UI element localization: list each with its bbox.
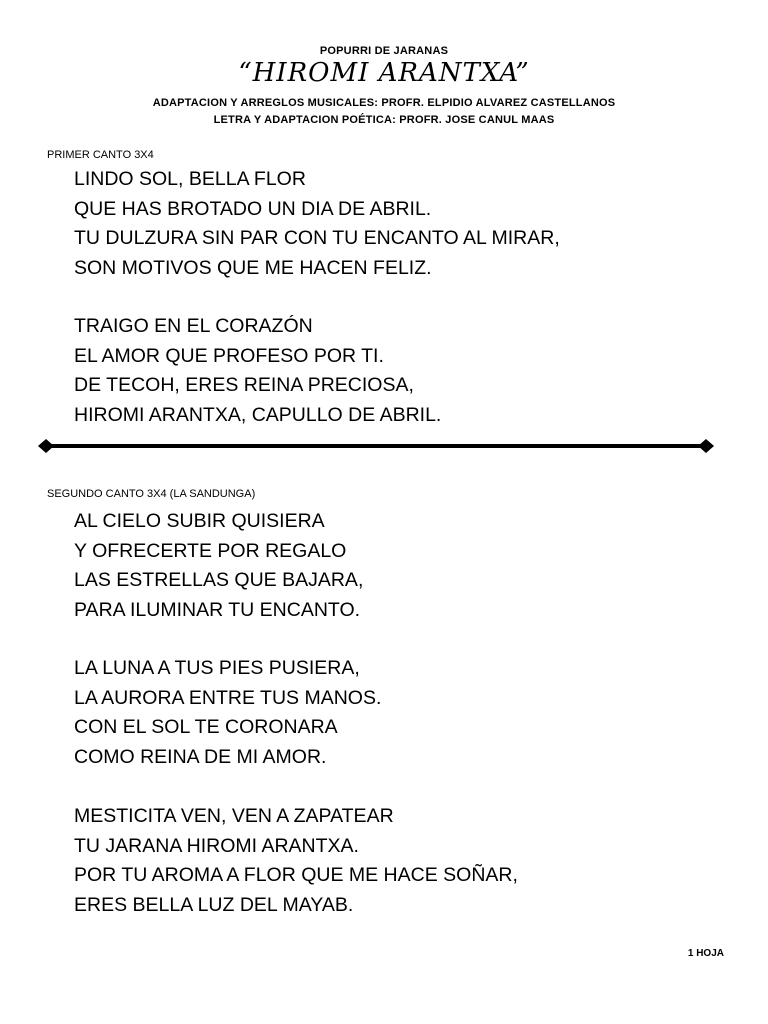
verse-line: LA AURORA ENTRE TUS MANOS.: [74, 686, 382, 709]
verse-3: [74, 507, 363, 625]
verse-line: QUE HAS BROTADO UN DIA DE ABRIL.: [74, 197, 432, 220]
section-label-segundo-canto: SEGUNDO CANTO 3X4 (LA SANDUNGA): [47, 488, 256, 500]
verse-line: AL CIELO SUBIR QUISIERA: [74, 510, 325, 532]
divider-diamond-left: [38, 439, 54, 453]
section-divider: [38, 436, 714, 456]
verse-line: LAS ESTRELLAS QUE BAJARA,: [74, 569, 364, 591]
verse-line: CON EL SOL TE CORONARA: [74, 716, 338, 738]
document-subtitle: POPURRI DE JARANAS: [319, 45, 449, 57]
verse-5: [74, 802, 518, 920]
verse-line: TU JARANA HIROMI ARANTXA.: [74, 834, 359, 857]
document-title: “HIROMI ARANTXA”: [238, 58, 530, 88]
verse-line: TRAIGO EN EL CORAZÓN: [74, 315, 313, 337]
divider-diamond-right: [698, 439, 714, 453]
verse-line: TU DULZURA SIN PAR CON TU ENCANTO AL MIRAR,: [74, 227, 560, 249]
verse-line: DE TECOH, ERES REINA PRECIOSA,: [74, 374, 414, 396]
verse-1: [74, 165, 560, 283]
lyrics-credit: LETRA Y ADAPTACION POÉTICA: PROFR. JOSE CANUL MAAS: [213, 114, 555, 126]
arrangement-credit: ADAPTACION Y ARREGLOS MUSICALES: PROFR. ELPIDIO ALVAREZ CASTELLANOS: [152, 97, 616, 109]
verse-2: [74, 312, 441, 430]
verse-line: ERES BELLA LUZ DEL MAYAB.: [74, 893, 354, 916]
verse-line: LINDO SOL, BELLA FLOR: [74, 168, 306, 190]
verse-line: HIROMI ARANTXA, CAPULLO DE ABRIL.: [74, 403, 442, 426]
verse-line: Y OFRECERTE POR REGALO: [74, 539, 347, 562]
section-label-primer-canto: PRIMER CANTO 3X4: [47, 149, 154, 161]
verse-line: COMO REINA DE MI AMOR.: [74, 745, 327, 768]
verse-line: MESTICITA VEN, VEN A ZAPATEAR: [74, 805, 394, 827]
verse-line: SON MOTIVOS QUE ME HACEN FELIZ.: [74, 256, 432, 279]
verse-line: PARA ILUMINAR TU ENCANTO.: [74, 598, 361, 621]
verse-line: LA LUNA A TUS PIES PUSIERA,: [74, 657, 360, 679]
page-number: 1 HOJA: [687, 948, 724, 959]
verse-4: [74, 654, 381, 772]
verse-line: POR TU AROMA A FLOR QUE ME HACE SOÑAR,: [74, 864, 518, 886]
verse-line: EL AMOR QUE PROFESO POR TI.: [74, 344, 384, 367]
